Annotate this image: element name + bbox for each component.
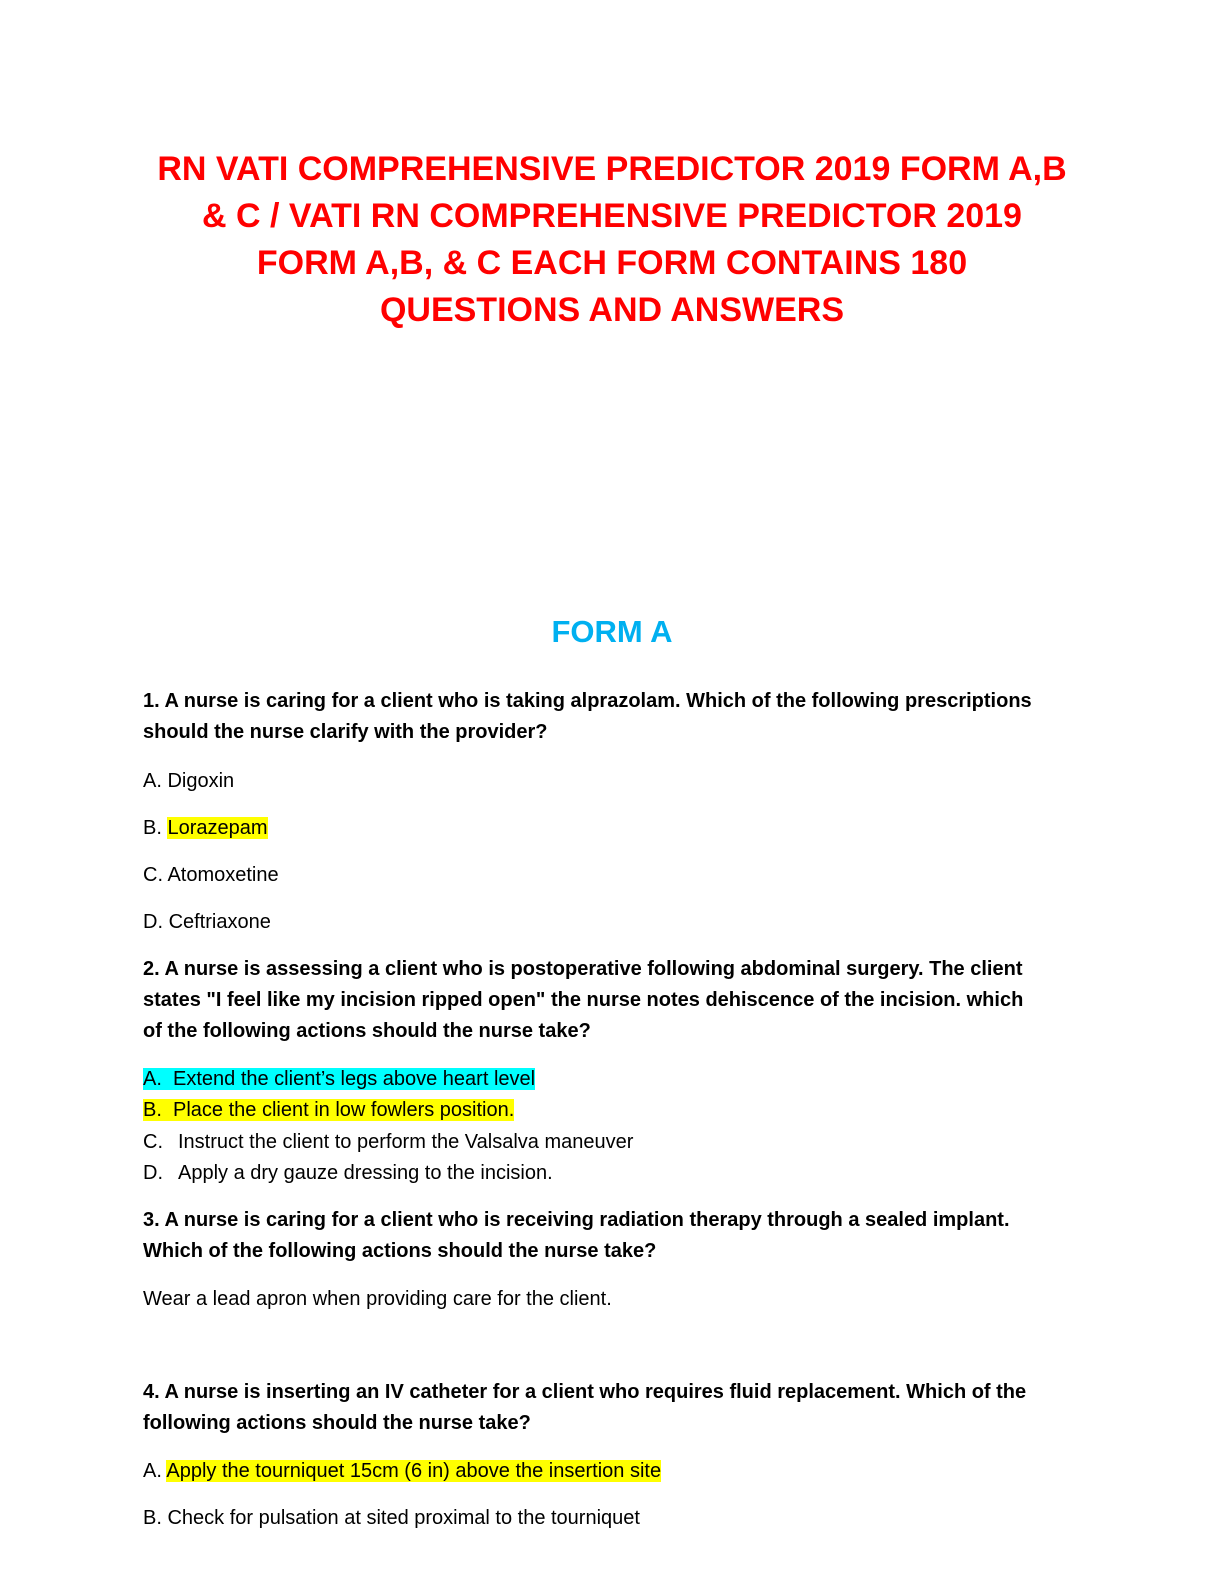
- question-1-option-b: B. Lorazepam: [143, 817, 268, 839]
- question-2-option-c: C. Instruct the client to perform the Valsalva maneuver: [143, 1131, 634, 1153]
- highlighted-answer: Apply the tourniquet 15cm (6 in) above the insertion site: [166, 1460, 662, 1482]
- question-3-answer: Wear a lead apron when providing care for the client.: [143, 1288, 612, 1310]
- question-1-option-a: A. Digoxin: [143, 770, 235, 792]
- title-line: RN VATI COMPREHENSIVE PREDICTOR 2019 FORM A,B: [157, 150, 1067, 188]
- question-4-option-a: A. Apply the tourniquet 15cm (6 in) above the insertion site: [143, 1460, 662, 1482]
- question-4-text: 4. A nurse is inserting an IV catheter for a client who requires fluid replacement. Which of the following actions should the nurse take?: [143, 1381, 1027, 1434]
- question-1-option-c: C. Atomoxetine: [143, 864, 279, 886]
- highlighted-answer: B. Place the client in low fowlers position.: [143, 1099, 515, 1121]
- document-title: [120, 146, 1104, 334]
- question-3-text: 3. A nurse is caring for a client who is receiving radiation therapy through a sealed implant. Which of the following actions should the nurse take?: [143, 1209, 1010, 1262]
- highlighted-answer: Lorazepam: [167, 817, 268, 839]
- title-line: & C / VATI RN COMPREHENSIVE PREDICTOR 2019: [202, 197, 1022, 235]
- question-2-option-b: [143, 1096, 514, 1124]
- section-heading: FORM A: [551, 614, 673, 649]
- title-line: QUESTIONS AND ANSWERS: [379, 291, 845, 329]
- question-2-option-a: [143, 1065, 535, 1093]
- title-line: FORM A,B, & C EACH FORM CONTAINS 180: [256, 244, 968, 282]
- question-2-option-d: D. Apply a dry gauze dressing to the incision.: [143, 1162, 553, 1184]
- question-4-option-b: B. Check for pulsation at sited proximal to the tourniquet: [143, 1507, 640, 1529]
- highlighted-answer: A. Extend the client’s legs above heart level: [143, 1068, 536, 1090]
- question-1-text: 1. A nurse is caring for a client who is taking alprazolam. Which of the following prescriptions should the nurse clarify with the provider?: [143, 690, 1032, 743]
- question-1-option-d: D. Ceftriaxone: [143, 911, 271, 933]
- question-2-text: 2. A nurse is assessing a client who is postoperative following abdominal surgery. The client states "I feel like my incision ripped open" the nurse notes dehiscence of the incision. which of the following actions should the nurse take?: [143, 958, 1024, 1042]
